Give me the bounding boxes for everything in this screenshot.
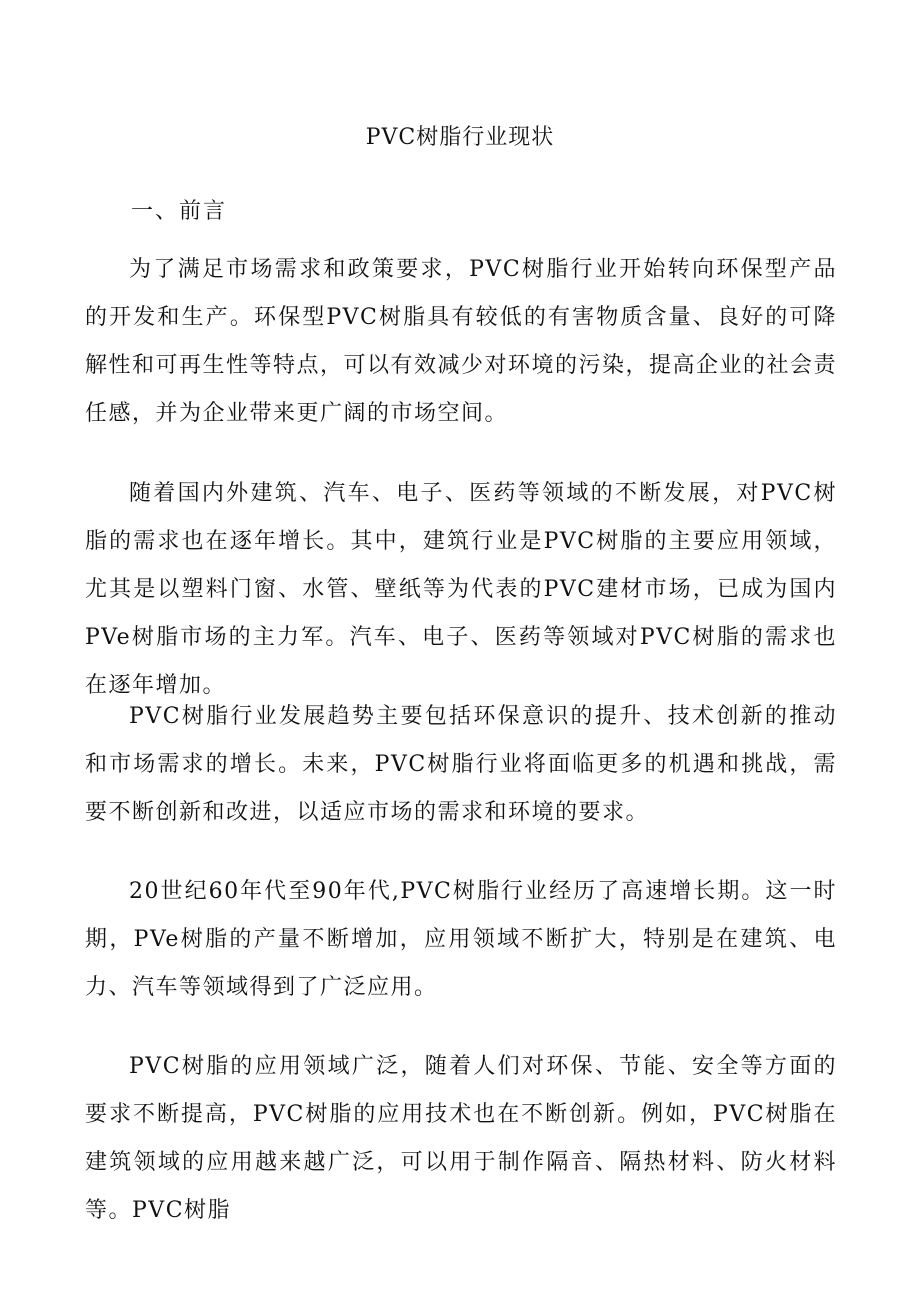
paragraph-2: 随着国内外建筑、汽车、电子、医药等领域的不断发展，对PVC树脂的需求也在逐年增长。其中，建筑行业是PVC树脂的主要应用领域，尤其是以塑料门窗、水管、壁纸等为代表的PVC建材市场，已成为国内PVe树脂市场的主力军。汽车、电子、医药等领域对PVC树脂的需求也在逐年增加。 bbox=[85, 481, 837, 698]
section-heading: 一、前言 bbox=[131, 199, 228, 224]
paragraph-5: PVC树脂的应用领域广泛，随着人们对环保、节能、安全等方面的要求不断提高，PVC树脂的应用技术也在不断创新。例如，PVC树脂在建筑领域的应用越来越广泛，可以用于制作隔音、隔热材料、防火材料等。PVC树脂 bbox=[85, 1054, 837, 1223]
page-title: PVC树脂行业现状 bbox=[365, 125, 555, 150]
paragraph-1: 为了满足市场需求和政策要求，PVC树脂行业开始转向环保型产品的开发和生产。环保型PVC树脂具有较低的有害物质含量、良好的可降解性和可再生性等特点，可以有效减少对环境的污染，提高企业的社会责任感，并为企业带来更广阔的市场空间。 bbox=[85, 257, 838, 426]
paragraph-4: 20世纪60年代至90年代,PVC树脂行业经历了高速增长期。这一时期，PVe树脂的产量不断增加，应用领域不断扩大，特别是在建筑、电力、汽车等领域得到了广泛应用。 bbox=[85, 879, 837, 1000]
paragraph-3: PVC树脂行业发展趋势主要包括环保意识的提升、技术创新的推动和市场需求的增长。未来，PVC树脂行业将面临更多的机遇和挑战，需要不断创新和改进，以适应市场的需求和环境的要求。 bbox=[85, 704, 837, 825]
